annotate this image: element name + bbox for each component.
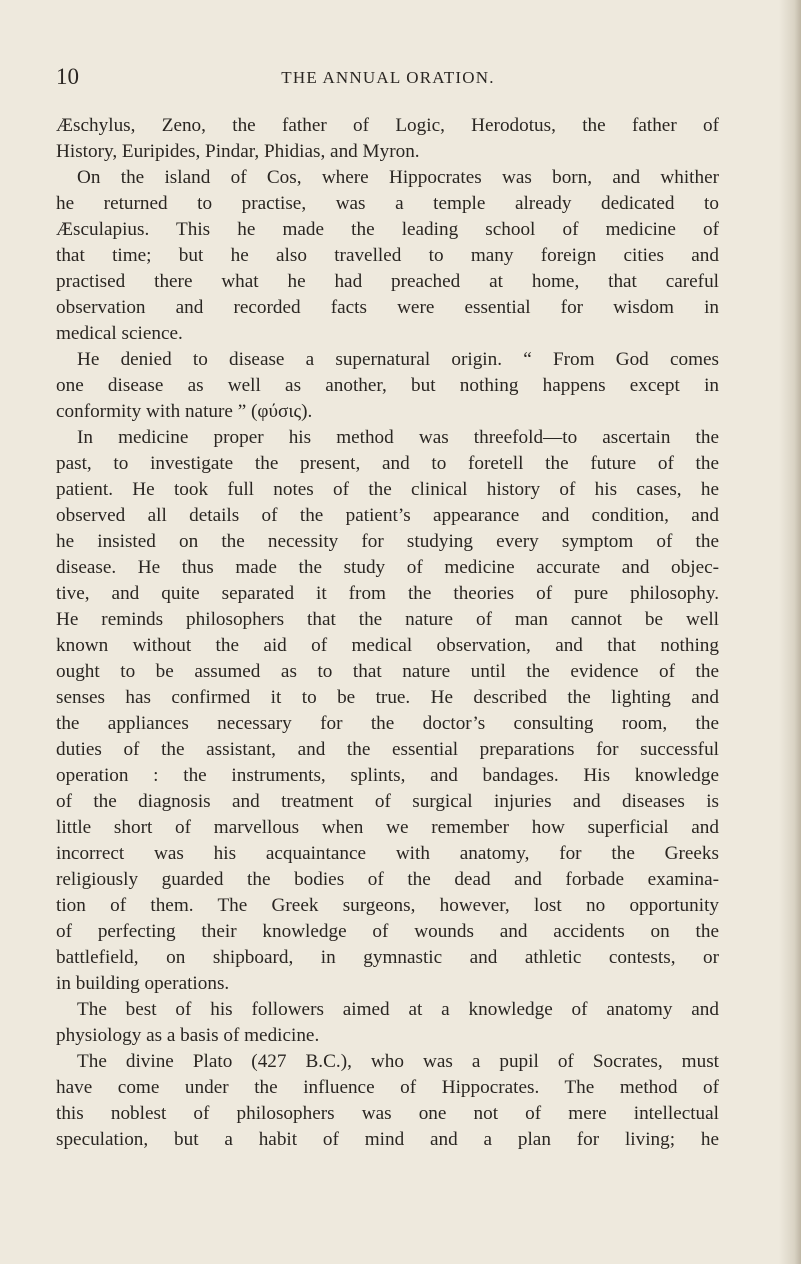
text-line: History, Euripides, Pindar, Phidias, and Myron. (56, 141, 420, 162)
text-line: past, to investigate the present, and to foretell the future of the (56, 453, 719, 474)
text-line: he returned to practise, was a temple already dedicated to (56, 193, 719, 214)
text-line: speculation, but a habit of mind and a plan for living; he (56, 1129, 719, 1150)
text-line: The best of his followers aimed at a knowledge of anatomy and (77, 999, 719, 1020)
text-line: operation : the instruments, splints, and bandages. His knowledge (56, 765, 719, 786)
text-line: observed all details of the patient’s appearance and condition, and (56, 505, 719, 526)
text-line: of perfecting their knowledge of wounds and accidents on the (56, 921, 719, 942)
text-line: little short of marvellous when we remember how superficial and (56, 817, 719, 838)
text-line: physiology as a basis of medicine. (56, 1025, 320, 1046)
text-line: He reminds philosophers that the nature of man cannot be well (56, 609, 719, 630)
text-line: tive, and quite separated it from the theories of pure philosophy. (56, 583, 719, 604)
body-text (56, 113, 719, 1153)
page-header (56, 64, 720, 90)
text-line: duties of the assistant, and the essential preparations for successful (56, 739, 719, 760)
text-line: The divine Plato (427 B.C.), who was a pupil of Socrates, must (77, 1051, 719, 1072)
text-line: Æsculapius. This he made the leading school of medicine of (56, 219, 719, 240)
text-line: On the island of Cos, where Hippocrates was born, and whither (77, 167, 719, 188)
text-line: have come under the influence of Hippocrates. The method of (56, 1077, 719, 1098)
text-line: medical science. (56, 323, 183, 344)
text-line: He denied to disease a supernatural origin. “ From God comes (77, 349, 719, 370)
text-line: religiously guarded the bodies of the dead and forbade examina- (56, 869, 719, 890)
text-line: that time; but he also travelled to many foreign cities and (56, 245, 719, 266)
running-title: THE ANNUAL ORATION. (281, 68, 495, 87)
text-line: observation and recorded facts were essential for wisdom in (56, 297, 719, 318)
text-line: this noblest of philosophers was one not of mere intellectual (56, 1103, 719, 1124)
text-line: in building operations. (56, 973, 230, 994)
text-line: In medicine proper his method was threefold—to ascertain the (77, 427, 719, 448)
text-line: patient. He took full notes of the clinical history of his cases, he (56, 479, 719, 500)
text-line: battlefield, on shipboard, in gymnastic and athletic contests, or (56, 947, 719, 968)
text-line: senses has confirmed it to be true. He described the lighting and (56, 687, 719, 708)
text-line: incorrect was his acquaintance with anatomy, for the Greeks (56, 843, 719, 864)
text-line: practised there what he had preached at home, that careful (56, 271, 719, 292)
text-line: known without the aid of medical observation, and that nothing (56, 635, 719, 656)
text-line: disease. He thus made the study of medicine accurate and objec- (56, 557, 719, 578)
text-line: ought to be assumed as to that nature until the evidence of the (56, 661, 719, 682)
text-line: tion of them. The Greek surgeons, however, lost no opportunity (56, 895, 719, 916)
text-line: Æschylus, Zeno, the father of Logic, Herodotus, the father of (56, 115, 719, 136)
text-line: he insisted on the necessity for studying every symptom of the (56, 531, 719, 552)
page-number: 10 (56, 64, 79, 89)
text-line: one disease as well as another, but nothing happens except in (56, 375, 719, 396)
page-edge-shadow (779, 0, 801, 1264)
text-line: conformity with nature ” (φύσις). (56, 401, 313, 422)
text-line: of the diagnosis and treatment of surgical injuries and diseases is (56, 791, 719, 812)
text-line: the appliances necessary for the doctor’s consulting room, the (56, 713, 719, 734)
